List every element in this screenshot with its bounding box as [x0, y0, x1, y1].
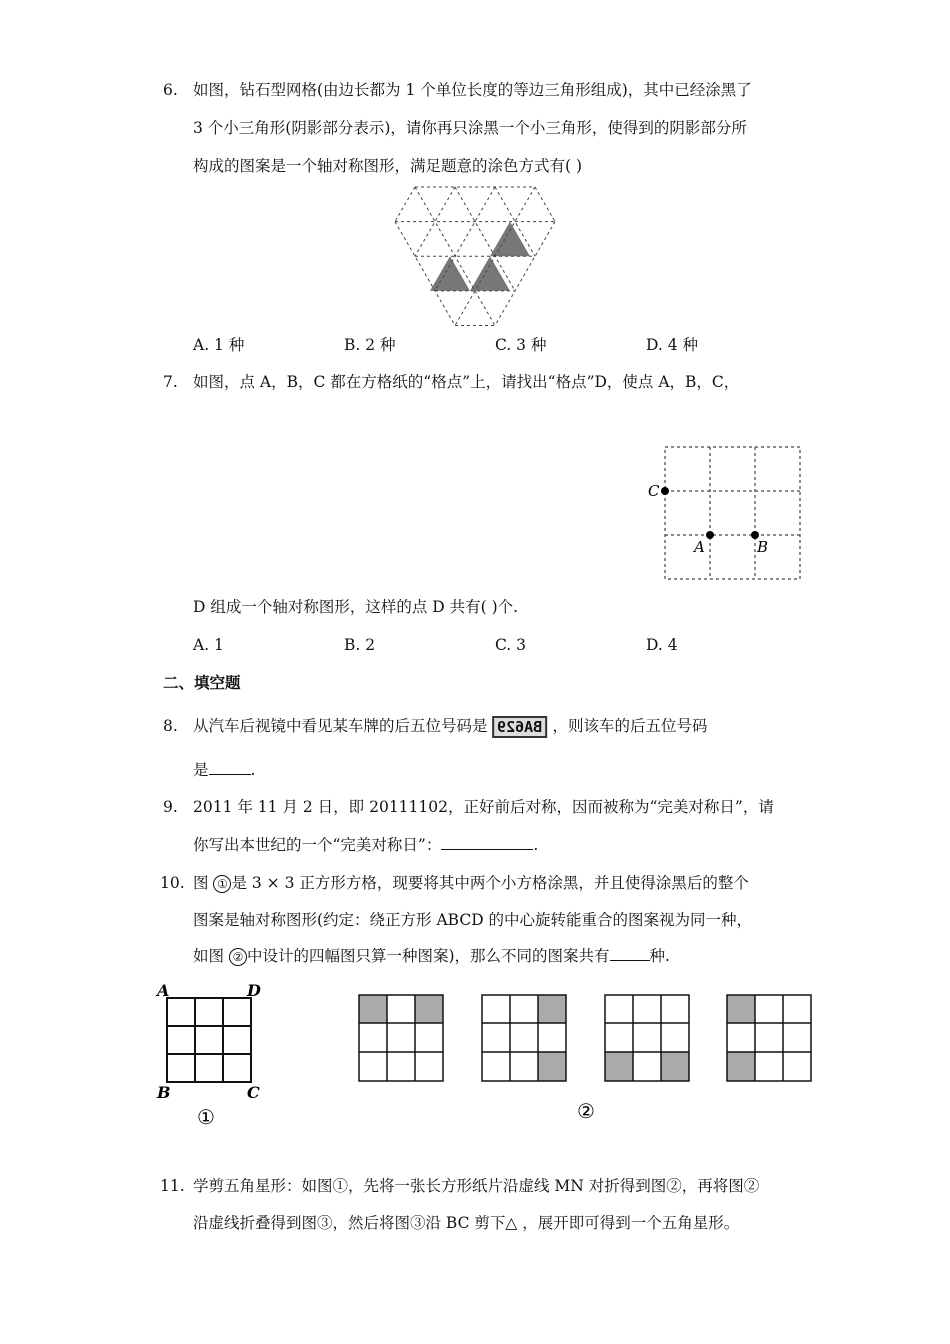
question-text: 如图，钻石型网格(由边长都为 1 个单位长度的等边三角形组成)，其中已经涂黑了	[193, 81, 752, 99]
option-a[interactable]: A. 1 种	[193, 336, 245, 354]
option-d[interactable]: D. 4	[646, 636, 678, 654]
mirrored-plate: BA629	[492, 716, 547, 738]
option-c[interactable]: C. 3 种	[495, 336, 547, 354]
question-text: 如图，点 A，B，C 都在方格纸的“格点”上，请找出“格点”D，使点 A，B，C，	[193, 373, 740, 391]
question-number: 6.	[163, 81, 178, 99]
question-text: 构成的图案是一个轴对称图形，满足题意的涂色方式有( )	[193, 157, 583, 175]
option-d[interactable]: D. 4 种	[646, 336, 699, 354]
figure-label-2: ②	[577, 1099, 595, 1123]
shaded-triangle	[470, 256, 510, 291]
design-4	[727, 995, 811, 1081]
section-title: 二、填空题	[163, 674, 241, 692]
answer-blank[interactable]	[610, 946, 650, 961]
shaded-triangle	[430, 256, 470, 291]
design-2	[482, 995, 566, 1081]
question-text: 学剪五角星形：如图①，先将一张长方形纸片沿虚线 MN 对折得到图②，再将图②	[193, 1177, 760, 1195]
circled-one: ①	[213, 875, 231, 893]
option-b[interactable]: B. 2 种	[344, 336, 396, 354]
answer-blank[interactable]	[209, 760, 251, 775]
question-text: 沿虚线折叠得到图③，然后将图③沿 BC 剪下△ ，展开即可得到一个五角星形。	[193, 1214, 740, 1232]
question-text: 你写出本世纪的一个“完美对称日”： .	[193, 836, 539, 854]
figure-2-designs	[355, 990, 815, 1125]
question-number: 11.	[160, 1177, 185, 1195]
question-text: 2011 年 11 月 2 日，即 20111102，正好前后对称，因而被称为“完美对称日”，请	[193, 798, 774, 816]
question-text: D 组成一个轴对称图形，这样的点 D 共有( )个.	[193, 598, 519, 616]
option-c[interactable]: C. 3	[495, 636, 527, 654]
question-number: 9.	[163, 798, 178, 816]
corner-b: B	[157, 1083, 171, 1102]
corner-c: C	[247, 1083, 260, 1102]
question-number: 10.	[160, 874, 185, 892]
question-text: 图 ① 是 3 × 3 正方形方格，现要将其中两个小方格涂黑，并且使得涂黑后的整个	[193, 874, 749, 892]
answer-blank[interactable]	[441, 835, 533, 850]
figure-label-1: ①	[197, 1105, 215, 1129]
diamond-triangle-grid	[395, 187, 555, 325]
label-b: B	[757, 538, 769, 556]
corner-d: D	[247, 981, 261, 1000]
corner-a: A	[157, 981, 170, 1000]
square-grid-figure	[640, 440, 810, 585]
label-c: C	[648, 482, 660, 500]
question-text: 图案是轴对称图形(约定：绕正方形 ABCD 的中心旋转能重合的图案视为同一种，	[193, 911, 753, 929]
circled-two: ②	[229, 948, 247, 966]
design-1	[359, 995, 443, 1081]
option-a[interactable]: A. 1	[193, 636, 224, 654]
label-a: A	[694, 538, 705, 556]
point-c	[661, 487, 669, 495]
shaded-triangle	[490, 222, 530, 257]
question-text: 3 个小三角形(阴影部分表示)，请你再只涂黑一个小三角形，使得到的阴影部分所	[193, 119, 747, 137]
question-text: 从汽车后视镜中看见某车牌的后五位号码是 BA629 ，则该车的后五位号码	[193, 717, 708, 736]
question-number: 7.	[163, 373, 178, 391]
design-3	[605, 995, 689, 1081]
question-text: 是 .	[193, 761, 256, 779]
question-text: 如图 ② 中设计的四幅图只算一种图案)，那么不同的图案共有 种.	[193, 947, 670, 965]
point-a	[706, 531, 714, 539]
figure-1-square-abcd	[155, 980, 275, 1128]
option-b[interactable]: B. 2	[344, 636, 376, 654]
question-number: 8.	[163, 717, 178, 735]
